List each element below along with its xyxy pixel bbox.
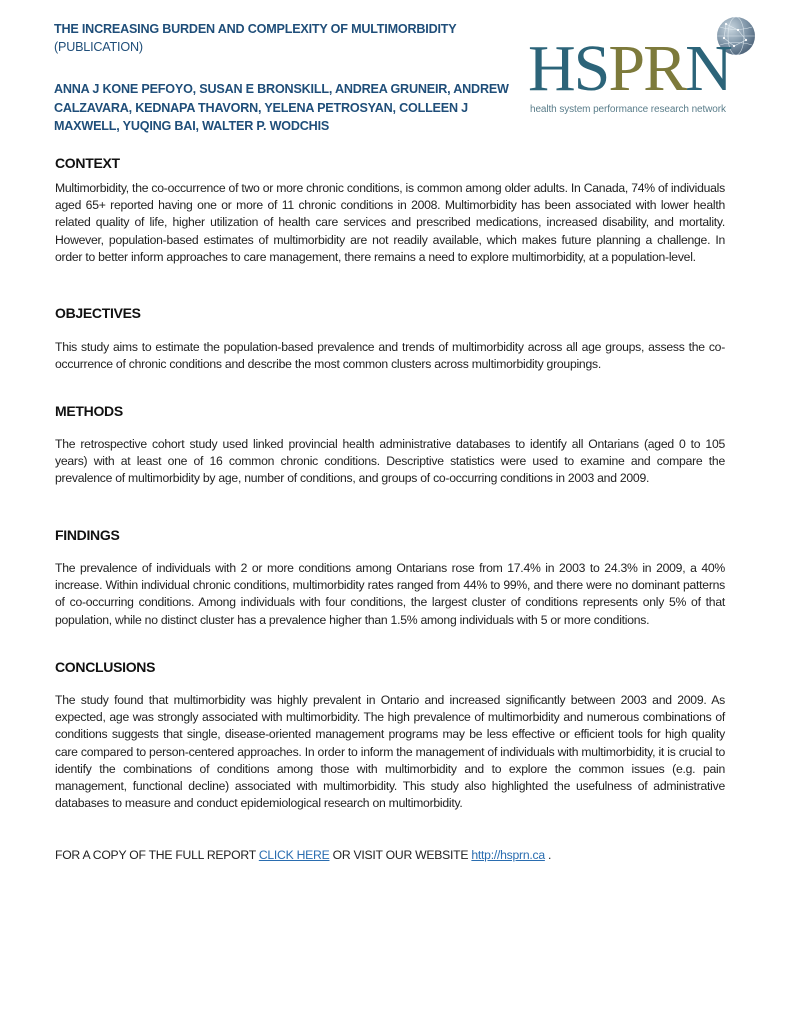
full-report-link[interactable]: CLICK HERE xyxy=(258,848,330,862)
title-suffix: (PUBLICATION) xyxy=(54,40,143,54)
footer-prefix: FOR A COPY OF THE FULL REPORT xyxy=(55,848,259,862)
section-body-objectives: This study aims to estimate the population-based prevalence and trends of multimorbidity across all age groups, assess the co-occurrence of chronic conditions and describe the most common clusters across multimorbidity groupings. xyxy=(55,340,725,372)
section-heading-context: CONTEXT xyxy=(55,155,120,171)
section-body-methods: The retrospective cohort study used linked provincial health administrative databases to identify all Ontarians (aged 0 to 105 years) with at least one of 16 common chronic conditions. Descriptive statistics were used to examine and compare the prevalence of multimorbidity by age, number of conditions, and groups of co-occurring conditions in 2003 and 2009. xyxy=(55,437,725,486)
footer-middle: OR VISIT OUR WEBSITE xyxy=(329,848,472,862)
section-heading-objectives: OBJECTIVES xyxy=(55,305,141,321)
logo-tagline: health system performance research network xyxy=(530,104,726,115)
footer-suffix: . xyxy=(544,848,552,862)
author-list: ANNA J KONE PEFOYO, SUSAN E BRONSKILL, ANDREA GRUNEIR, ANDREW CALZAVARA, KEDNAPA THAVORN, YELENA PETROSYAN, COLLEEN J MAXWELL, YUQING BAI, WALTER P. WODCHIS xyxy=(54,82,509,133)
logo-wordmark: HSPRN xyxy=(528,32,731,105)
document-title xyxy=(54,20,494,56)
title-main: THE INCREASING BURDEN AND COMPLEXITY OF MULTIMORBIDITY xyxy=(54,22,457,36)
section-body-conclusions: The study found that multimorbidity was highly prevalent in Ontario and increased significantly between 2003 and 2009. As expected, age was strongly associated with multimorbidity. The high prevalence of multimorbidity and numerous combinations of conditions suggests that single, disease-oriented management programs may be less effective or efficient tools for high quality care compared to person-centered approaches. In order to inform the management of individuals with multimorbidity, it is crucial to identify the combinations of conditions among those with multimorbidity and to explore the common issues (e.g. pain management, functional decline) associated with multimorbidity. This study also highlighted the usefulness of administrative databases to measure and conduct epidemiological research on multimorbidity. xyxy=(55,693,725,811)
section-heading-findings: FINDINGS xyxy=(55,527,120,543)
section-body-context: Multimorbidity, the co-occurrence of two or more chronic conditions, is common among older adults. In Canada, 74% of individuals aged 65+ reported having one or more of 11 chronic conditions in 2008. Multimorbidity has been associated with lower health related quality of life, higher utilization of health care services and prescribed medications, increased disability, and mortality. However, population-based estimates of multimorbidity are not readily available, which makes future planning a challenge. In order to better inform approaches to care management, there remains a need to explore multimorbidity, at a population-level. xyxy=(55,181,725,264)
section-heading-methods: METHODS xyxy=(55,403,123,419)
section-heading-conclusions: CONCLUSIONS xyxy=(55,659,156,675)
hsprn-logo xyxy=(524,14,774,124)
section-body-findings: The prevalence of individuals with 2 or more conditions among Ontarians rose from 17.4% in 2003 to 24.3% in 2009, a 40% increase. Within individual chronic conditions, multimorbidity rates ranged from 44% to 99%, and there were no dominant patterns of co-occurring conditions. Among individuals with four conditions, the largest cluster of conditions represents only 5% of that population, while no distinct cluster has a prevalence higher than 1.5% among individuals with 5 or more conditions. xyxy=(55,561,725,627)
website-link[interactable]: http://hsprn.ca xyxy=(471,848,545,862)
report-footer xyxy=(55,848,551,862)
